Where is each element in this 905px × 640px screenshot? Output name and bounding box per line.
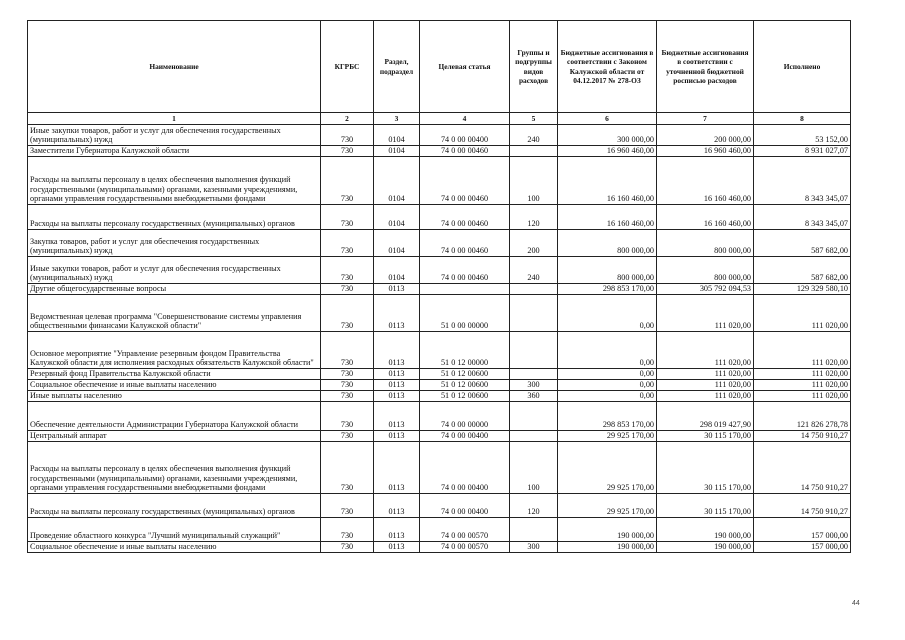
row-expense-group [510, 431, 558, 442]
row-name: Ведомственная целевая программа "Совершенствование системы управления общественными финансами Калужской области" [28, 295, 321, 332]
table-row [28, 380, 851, 391]
row-name: Социальное обеспечение и иные выплаты населению [28, 542, 321, 553]
page-number: 44 [852, 600, 860, 607]
row-refined-allocation: 111 020,00 [657, 332, 754, 369]
row-kgrbs: 730 [321, 284, 374, 295]
header-row [28, 21, 851, 113]
row-expense-group [510, 146, 558, 157]
row-expense-group [510, 369, 558, 380]
row-section: 0104 [374, 230, 420, 257]
row-kgrbs: 730 [321, 205, 374, 230]
row-target-article: 74 0 00 00570 [420, 518, 510, 542]
row-section: 0104 [374, 125, 420, 146]
row-law-allocation: 29 925 170,00 [558, 431, 657, 442]
row-law-allocation: 298 853 170,00 [558, 402, 657, 431]
column-number-row [28, 113, 851, 125]
header-name: Наименование [28, 21, 321, 113]
row-name: Иные выплаты населению [28, 391, 321, 402]
row-refined-allocation: 16 160 460,00 [657, 205, 754, 230]
row-name: Расходы на выплаты персоналу государственных (муниципальных) органов [28, 205, 321, 230]
row-refined-allocation: 190 000,00 [657, 518, 754, 542]
row-kgrbs: 730 [321, 146, 374, 157]
header-target-article: Целевая статья [420, 21, 510, 113]
row-target-article: 74 0 00 00000 [420, 402, 510, 431]
row-refined-allocation: 111 020,00 [657, 391, 754, 402]
row-executed: 8 931 027,07 [754, 146, 851, 157]
row-section: 0104 [374, 257, 420, 284]
row-target-article: 51 0 12 00600 [420, 391, 510, 402]
header-section: Раздел, подраздел [374, 21, 420, 113]
row-refined-allocation: 16 160 460,00 [657, 157, 754, 205]
row-expense-group [510, 332, 558, 369]
row-kgrbs: 730 [321, 442, 374, 494]
row-law-allocation: 16 160 460,00 [558, 205, 657, 230]
row-law-allocation: 29 925 170,00 [558, 494, 657, 518]
table-row [28, 542, 851, 553]
row-section: 0104 [374, 157, 420, 205]
row-kgrbs: 730 [321, 402, 374, 431]
header-expense-group: Группы и подгруппы видов расходов [510, 21, 558, 113]
row-refined-allocation: 16 960 460,00 [657, 146, 754, 157]
row-expense-group [510, 518, 558, 542]
row-executed: 111 020,00 [754, 295, 851, 332]
row-name: Социальное обеспечение и иные выплаты населению [28, 380, 321, 391]
row-executed: 111 020,00 [754, 332, 851, 369]
header-refined-allocation: Бюджетные ассигнования в соответствии с уточненной бюджетной росписью расходов [657, 21, 754, 113]
row-target-article: 74 0 00 00460 [420, 146, 510, 157]
row-executed: 129 329 580,10 [754, 284, 851, 295]
row-target-article: 74 0 00 00460 [420, 157, 510, 205]
row-kgrbs: 730 [321, 369, 374, 380]
row-section: 0113 [374, 431, 420, 442]
row-refined-allocation: 30 115 170,00 [657, 494, 754, 518]
row-expense-group: 120 [510, 205, 558, 230]
row-executed: 8 343 345,07 [754, 205, 851, 230]
header-kgrbs: КГРБС [321, 21, 374, 113]
row-section: 0113 [374, 494, 420, 518]
row-name: Закупка товаров, работ и услуг для обеспечения государственных (муниципальных) нужд [28, 230, 321, 257]
row-kgrbs: 730 [321, 431, 374, 442]
row-target-article: 51 0 12 00600 [420, 380, 510, 391]
table-row [28, 295, 851, 332]
row-section: 0113 [374, 391, 420, 402]
row-target-article: 51 0 12 00600 [420, 369, 510, 380]
header-law-allocation: Бюджетные ассигнования в соответствии с Законом Калужской области от 04.12.2017 № 278-ОЗ [558, 21, 657, 113]
row-expense-group: 240 [510, 125, 558, 146]
table-row [28, 494, 851, 518]
row-target-article: 74 0 00 00400 [420, 442, 510, 494]
table-row [28, 205, 851, 230]
row-executed: 157 000,00 [754, 542, 851, 553]
row-executed: 14 750 910,27 [754, 494, 851, 518]
row-refined-allocation: 800 000,00 [657, 230, 754, 257]
column-number: 1 [28, 113, 321, 125]
row-refined-allocation: 30 115 170,00 [657, 431, 754, 442]
row-expense-group: 120 [510, 494, 558, 518]
row-expense-group: 240 [510, 257, 558, 284]
table-row [28, 518, 851, 542]
row-executed: 53 152,00 [754, 125, 851, 146]
row-kgrbs: 730 [321, 125, 374, 146]
row-refined-allocation: 30 115 170,00 [657, 442, 754, 494]
row-refined-allocation: 800 000,00 [657, 257, 754, 284]
row-section: 0113 [374, 442, 420, 494]
table-row [28, 157, 851, 205]
row-name: Расходы на выплаты персоналу в целях обеспечения выполнения функций государственными (муниципальными) органами, казенными учреждениями, органами управления государственными внебюджетными фондами [28, 442, 321, 494]
row-expense-group: 300 [510, 380, 558, 391]
table-row [28, 125, 851, 146]
row-expense-group: 100 [510, 442, 558, 494]
row-refined-allocation: 305 792 094,53 [657, 284, 754, 295]
row-kgrbs: 730 [321, 518, 374, 542]
row-name: Резервный фонд Правительства Калужской области [28, 369, 321, 380]
table-row [28, 369, 851, 380]
row-kgrbs: 730 [321, 332, 374, 369]
table-row [28, 391, 851, 402]
row-kgrbs: 730 [321, 257, 374, 284]
row-law-allocation: 0,00 [558, 380, 657, 391]
row-kgrbs: 730 [321, 295, 374, 332]
row-name: Иные закупки товаров, работ и услуг для обеспечения государственных (муниципальных) нужд [28, 257, 321, 284]
row-expense-group: 300 [510, 542, 558, 553]
row-executed: 14 750 910,27 [754, 442, 851, 494]
row-kgrbs: 730 [321, 494, 374, 518]
row-target-article: 74 0 00 00460 [420, 257, 510, 284]
row-kgrbs: 730 [321, 380, 374, 391]
row-expense-group: 100 [510, 157, 558, 205]
row-target-article: 74 0 00 00570 [420, 542, 510, 553]
row-executed: 111 020,00 [754, 380, 851, 391]
row-law-allocation: 800 000,00 [558, 230, 657, 257]
row-law-allocation: 16 960 460,00 [558, 146, 657, 157]
row-kgrbs: 730 [321, 542, 374, 553]
row-law-allocation: 300 000,00 [558, 125, 657, 146]
row-target-article: 51 0 12 00000 [420, 332, 510, 369]
row-law-allocation: 800 000,00 [558, 257, 657, 284]
row-expense-group [510, 402, 558, 431]
row-section: 0113 [374, 542, 420, 553]
column-number: 4 [420, 113, 510, 125]
row-refined-allocation: 190 000,00 [657, 542, 754, 553]
row-expense-group: 200 [510, 230, 558, 257]
table-row [28, 442, 851, 494]
row-name: Обеспечение деятельности Администрации Губернатора Калужской области [28, 402, 321, 431]
row-kgrbs: 730 [321, 391, 374, 402]
row-law-allocation: 16 160 460,00 [558, 157, 657, 205]
row-executed: 8 343 345,07 [754, 157, 851, 205]
table-row [28, 431, 851, 442]
row-section: 0113 [374, 402, 420, 431]
row-refined-allocation: 111 020,00 [657, 369, 754, 380]
row-section: 0113 [374, 295, 420, 332]
row-target-article: 74 0 00 00400 [420, 431, 510, 442]
column-number: 2 [321, 113, 374, 125]
row-law-allocation: 29 925 170,00 [558, 442, 657, 494]
row-expense-group [510, 295, 558, 332]
row-executed: 111 020,00 [754, 369, 851, 380]
row-executed: 121 826 278,78 [754, 402, 851, 431]
row-target-article: 74 0 00 00460 [420, 205, 510, 230]
row-target-article [420, 284, 510, 295]
row-refined-allocation: 111 020,00 [657, 295, 754, 332]
row-section: 0113 [374, 369, 420, 380]
row-target-article: 74 0 00 00460 [420, 230, 510, 257]
row-name: Центральный аппарат [28, 431, 321, 442]
row-executed: 587 682,00 [754, 230, 851, 257]
row-name: Основное мероприятие "Управление резервным фондом Правительства Калужской области для исполнения расходных обязательств Калужской области" [28, 332, 321, 369]
row-law-allocation: 0,00 [558, 391, 657, 402]
row-law-allocation: 0,00 [558, 295, 657, 332]
row-kgrbs: 730 [321, 230, 374, 257]
row-expense-group [510, 284, 558, 295]
column-number: 7 [657, 113, 754, 125]
table-row [28, 230, 851, 257]
row-law-allocation: 0,00 [558, 369, 657, 380]
table-row [28, 257, 851, 284]
row-kgrbs: 730 [321, 157, 374, 205]
row-executed: 111 020,00 [754, 391, 851, 402]
row-section: 0104 [374, 205, 420, 230]
row-target-article: 74 0 00 00400 [420, 125, 510, 146]
table-row [28, 332, 851, 369]
row-name: Проведение областного конкурса "Лучший муниципальный служащий" [28, 518, 321, 542]
row-section: 0104 [374, 146, 420, 157]
row-executed: 14 750 910,27 [754, 431, 851, 442]
row-executed: 157 000,00 [754, 518, 851, 542]
column-number: 8 [754, 113, 851, 125]
row-section: 0113 [374, 332, 420, 369]
row-law-allocation: 190 000,00 [558, 542, 657, 553]
row-law-allocation: 298 853 170,00 [558, 284, 657, 295]
row-law-allocation: 0,00 [558, 332, 657, 369]
row-refined-allocation: 111 020,00 [657, 380, 754, 391]
row-name: Другие общегосударственные вопросы [28, 284, 321, 295]
table-row [28, 284, 851, 295]
row-section: 0113 [374, 284, 420, 295]
row-name: Расходы на выплаты персоналу государственных (муниципальных) органов [28, 494, 321, 518]
row-law-allocation: 190 000,00 [558, 518, 657, 542]
budget-table [27, 20, 851, 553]
row-target-article: 51 0 00 00000 [420, 295, 510, 332]
row-section: 0113 [374, 518, 420, 542]
row-executed: 587 682,00 [754, 257, 851, 284]
row-expense-group: 360 [510, 391, 558, 402]
row-section: 0113 [374, 380, 420, 391]
row-name: Заместители Губернатора Калужской области [28, 146, 321, 157]
column-number: 3 [374, 113, 420, 125]
header-executed: Исполнено [754, 21, 851, 113]
row-name: Расходы на выплаты персоналу в целях обеспечения выполнения функций государственными (муниципальными) органами, казенными учреждениями, органами управления государственными внебюджетными фондами [28, 157, 321, 205]
table-row [28, 402, 851, 431]
row-name: Иные закупки товаров, работ и услуг для обеспечения государственных (муниципальных) нужд [28, 125, 321, 146]
row-refined-allocation: 200 000,00 [657, 125, 754, 146]
column-number: 6 [558, 113, 657, 125]
table-row [28, 146, 851, 157]
row-refined-allocation: 298 019 427,90 [657, 402, 754, 431]
row-target-article: 74 0 00 00400 [420, 494, 510, 518]
column-number: 5 [510, 113, 558, 125]
